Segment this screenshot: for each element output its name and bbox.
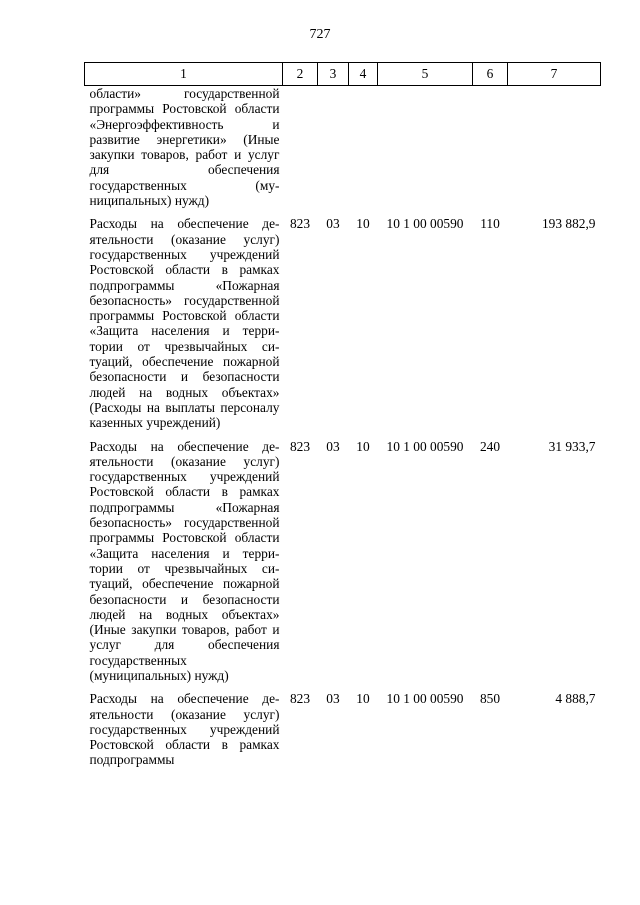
- table-row: [85, 208, 601, 430]
- row-description: Расходы на обеспечение деятельности (оказание услуг) государственных учреждений Ростовской области в рамках подпрограммы: [89, 691, 280, 768]
- row-target-code: [378, 86, 473, 209]
- row-section-code: 03: [326, 216, 340, 232]
- row-description: Расходы на обеспечение деятельности (оказание услуг) государственных учреждений Ростовской области в рамках подпрограммы «Пожарная безопасность» государственной программы Ростовской области «Защита населения и территории от чрезвычайных ситуаций, обеспечение пожарной безопасности и безопасности людей на водных объектах» (Расходы на выплаты персоналу казенных учреждений): [89, 216, 280, 431]
- row-target-code: 10 1 00 00590: [386, 438, 464, 454]
- table-row: [85, 86, 601, 209]
- row-amount: 193 882,9: [541, 216, 596, 232]
- table-header-row: [85, 63, 601, 86]
- header-col-6: 6: [473, 63, 508, 86]
- row-amount: [508, 86, 601, 209]
- page-number: 727: [309, 27, 331, 42]
- row-ministry-code: 823: [289, 438, 311, 454]
- row-description: Расходы на обеспечение деятельности (оказание услуг) государственных учреждений Ростовской области в рамках подпрограммы «Пожарная безопасность» государственной программы Ростовской области «Защита населения и территории от чрезвычайных ситуаций, обеспечение пожарной безопасности и безопасности людей на водных объектах» (Иные закупки товаров, работ и услуг для обеспечения государственных (муниципальных) нужд): [89, 438, 280, 683]
- row-expense-type-code: 110: [480, 216, 500, 232]
- row-amount: 31 933,7: [548, 438, 596, 454]
- budget-table: [84, 62, 601, 768]
- row-target-code: 10 1 00 00590: [386, 691, 464, 707]
- header-col-2: 2: [283, 63, 318, 86]
- row-expense-type-code: 850: [479, 691, 501, 707]
- row-subsection-code: [349, 86, 378, 209]
- row-subsection-code: 10: [356, 216, 370, 232]
- table-row: [85, 431, 601, 684]
- row-target-code: 10 1 00 00590: [386, 216, 464, 232]
- row-section-code: 03: [326, 438, 340, 454]
- row-description: области» государственной программы Ростовской области «Энергоэффективность и развитие энергетики» (Иные закупки товаров, работ и услуг для обеспечения государственных (муниципальных) нужд): [89, 86, 280, 209]
- header-col-7: 7: [508, 63, 601, 86]
- header-col-1: 1: [85, 63, 283, 86]
- row-expense-type-code: 240: [479, 438, 501, 454]
- row-ministry-code: 823: [289, 691, 311, 707]
- header-col-3: 3: [318, 63, 349, 86]
- row-section-code: [318, 86, 349, 209]
- row-subsection-code: 10: [356, 438, 370, 454]
- row-section-code: 03: [326, 691, 340, 707]
- row-amount: 4 888,7: [555, 691, 596, 707]
- row-subsection-code: 10: [356, 691, 370, 707]
- row-ministry-code: 823: [289, 216, 311, 232]
- row-expense-type-code: [473, 86, 508, 209]
- header-col-5: 5: [378, 63, 473, 86]
- row-ministry-code: [283, 86, 318, 209]
- header-col-4: 4: [349, 63, 378, 86]
- table-row: [85, 683, 601, 767]
